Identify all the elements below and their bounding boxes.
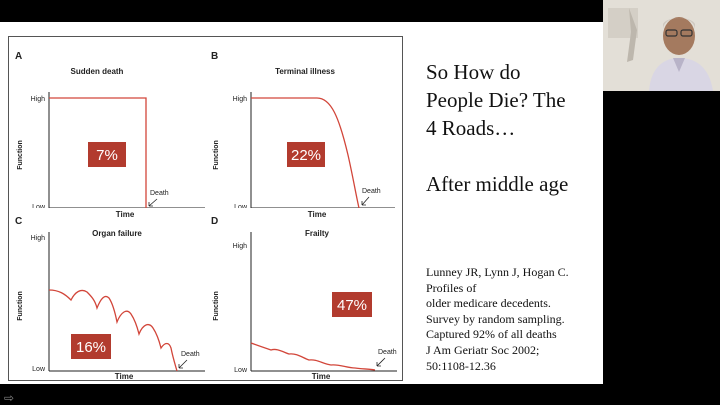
panel-b-svg [205, 37, 401, 208]
panel-sudden-death [9, 37, 205, 208]
x-axis-label: Time [311, 372, 331, 379]
y-axis-label: Function [213, 140, 220, 170]
y-axis-label: Function [17, 291, 24, 321]
slide-title-line: So How do [426, 60, 521, 84]
axis-low-label: Low [32, 204, 45, 208]
death-arrow-icon [149, 199, 157, 206]
panel-a-svg [9, 37, 205, 208]
x-axis-label: Time [114, 372, 134, 379]
next-arrow-icon[interactable]: ⇨ [4, 391, 15, 405]
slide [0, 22, 603, 405]
death-label: Death [181, 351, 200, 358]
death-label: Death [150, 190, 169, 197]
percent-badge: 16% [75, 339, 107, 356]
top-row-time-labels [9, 208, 402, 222]
panel-terminal-illness [205, 37, 401, 208]
y-axis-label: Function [213, 291, 220, 321]
death-arrow-icon [179, 360, 187, 368]
panel-title: Terminal illness [275, 67, 335, 76]
reference-line: Profiles of [426, 280, 477, 295]
y-axis-label: Function [17, 140, 24, 170]
trajectory-figure [8, 36, 403, 381]
panel-letter: C [15, 216, 23, 227]
reference-line: older medicare decedents. [426, 296, 551, 311]
axis-low-label: Low [234, 367, 247, 374]
panel-organ-failure [9, 208, 205, 379]
reference-line: 50:1108-12.36 [426, 358, 496, 373]
death-arrow-icon [362, 197, 369, 205]
slide-title-line: 4 Roads… [426, 116, 516, 140]
axis-high-label: High [232, 96, 247, 103]
panel-letter: A [15, 51, 23, 62]
x-axis-label: Time [115, 210, 135, 219]
reference-line: J Am Geriatr Soc 2002; [426, 342, 540, 357]
axis-low-label: Low [234, 204, 247, 208]
death-arrow-icon [377, 358, 385, 366]
slide-title-line: People Die? The [426, 88, 566, 112]
function-curve [251, 343, 375, 370]
presenter-video-icon [603, 0, 720, 91]
panel-c-svg [9, 208, 205, 379]
panel-letter: D [211, 216, 219, 227]
slide-title [426, 58, 606, 142]
axis-low-label: Low [32, 366, 45, 373]
percent-badge: 47% [336, 297, 368, 314]
presenter-video [603, 0, 720, 91]
reference-citation [426, 265, 604, 374]
panel-frailty [205, 208, 401, 379]
reference-line: Survey by random sampling. [426, 311, 565, 326]
panel-title: Sudden death [70, 67, 124, 76]
function-curve [49, 290, 177, 371]
axis-high-label: High [30, 235, 45, 242]
death-label: Death [362, 188, 381, 195]
reference-line: Captured 92% of all deaths [426, 327, 557, 342]
panel-letter: B [211, 51, 219, 62]
panel-title: Organ failure [92, 229, 142, 238]
panel-title: Frailty [304, 229, 330, 238]
x-axis-label: Time [307, 210, 327, 219]
panel-d-svg [205, 208, 401, 379]
axis-high-label: High [232, 243, 247, 250]
percent-badge: 22% [290, 147, 322, 164]
death-label: Death [378, 349, 397, 356]
percent-badge: 7% [96, 147, 118, 164]
axis-high-label: High [30, 96, 45, 103]
reference-line: Lunney JR, Lynn J, Hogan C. [426, 265, 569, 279]
slide-subtitle: After middle age [426, 172, 569, 196]
